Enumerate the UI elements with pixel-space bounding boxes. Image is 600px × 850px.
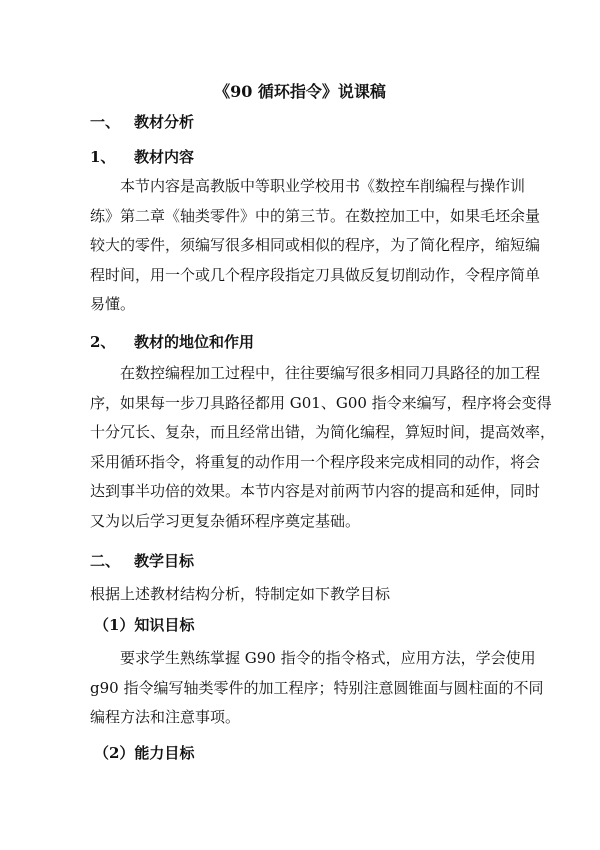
paragraph-line: 练》第二章《轴类零件》中的第三节。在数控加工中，如果毛坯余量 bbox=[90, 206, 541, 225]
paragraph-line: 本节内容是高教版中等职业学校用书《数控车削编程与操作训 bbox=[120, 177, 526, 195]
section-number: 1、 bbox=[90, 148, 116, 166]
section-label: 教材的地位和作用 bbox=[134, 333, 255, 351]
paragraph-textbook-content bbox=[90, 175, 541, 323]
section-number: 2、 bbox=[90, 333, 116, 351]
paragraph-line: 要求学生熟练掌握 G90 指令的指令格式，应用方法，学会使用 bbox=[120, 649, 536, 667]
subsection-heading-1-2 bbox=[90, 331, 254, 353]
paragraph-line: 程时间，用一个或几个程序段指定刀具做反复切削动作，令程序简单 bbox=[90, 265, 541, 284]
paragraph-knowledge-goal bbox=[90, 647, 544, 736]
paragraph-line: 在数控编程加工过程中，往往要编写很多相同刀具路径的加工程 bbox=[120, 364, 541, 382]
section-number: 二、 bbox=[90, 552, 121, 570]
section-heading-1 bbox=[90, 111, 194, 133]
paragraph-line: 十分冗长、复杂，而且经常出错，为简化编程，算短时间，提高效率， bbox=[90, 423, 556, 441]
paragraph-line: 编程方法和注意事项。 bbox=[90, 708, 241, 726]
ability-goal-heading: （2）能力目标 bbox=[94, 744, 195, 762]
goals-intro: 根据上述教材结构分析，特制定如下教学目标 bbox=[90, 585, 391, 603]
paragraph-line: 又为以后学习更复杂循环程序奠定基础。 bbox=[90, 511, 361, 530]
section-label: 教学目标 bbox=[134, 552, 195, 570]
paragraph-line: 达到事半功倍的效果。本节内容是对前两节内容的提高和延伸，同时 bbox=[90, 482, 541, 500]
section-heading-2 bbox=[90, 550, 194, 572]
section-number: 一、 bbox=[90, 113, 121, 131]
paragraph-line: 较大的零件，须编写很多相同或相似的程序，为了简化程序，缩短编 bbox=[90, 236, 541, 254]
paragraph-line: g90 指令编写轴类零件的加工程序；特别注意圆锥面与圆柱面的不同 bbox=[90, 678, 544, 697]
section-label: 教材分析 bbox=[134, 113, 195, 131]
paragraph-line: 易懂。 bbox=[90, 295, 136, 313]
document-title: 《90 循环指令》说课稿 bbox=[214, 82, 386, 101]
knowledge-goal-heading: （1）知识目标 bbox=[94, 616, 195, 634]
paragraph-line: 序，如果每一步刀具路径都用 G01、G00 指令来编写，程序将会变得 bbox=[90, 393, 552, 412]
paragraph-line: 采用循环指令，将重复的动作用一个程序段来完成相同的动作，将会 bbox=[90, 452, 541, 471]
paragraph-position-role bbox=[90, 362, 556, 539]
subsection-heading-1-1 bbox=[90, 146, 194, 168]
section-label: 教材内容 bbox=[134, 148, 195, 166]
